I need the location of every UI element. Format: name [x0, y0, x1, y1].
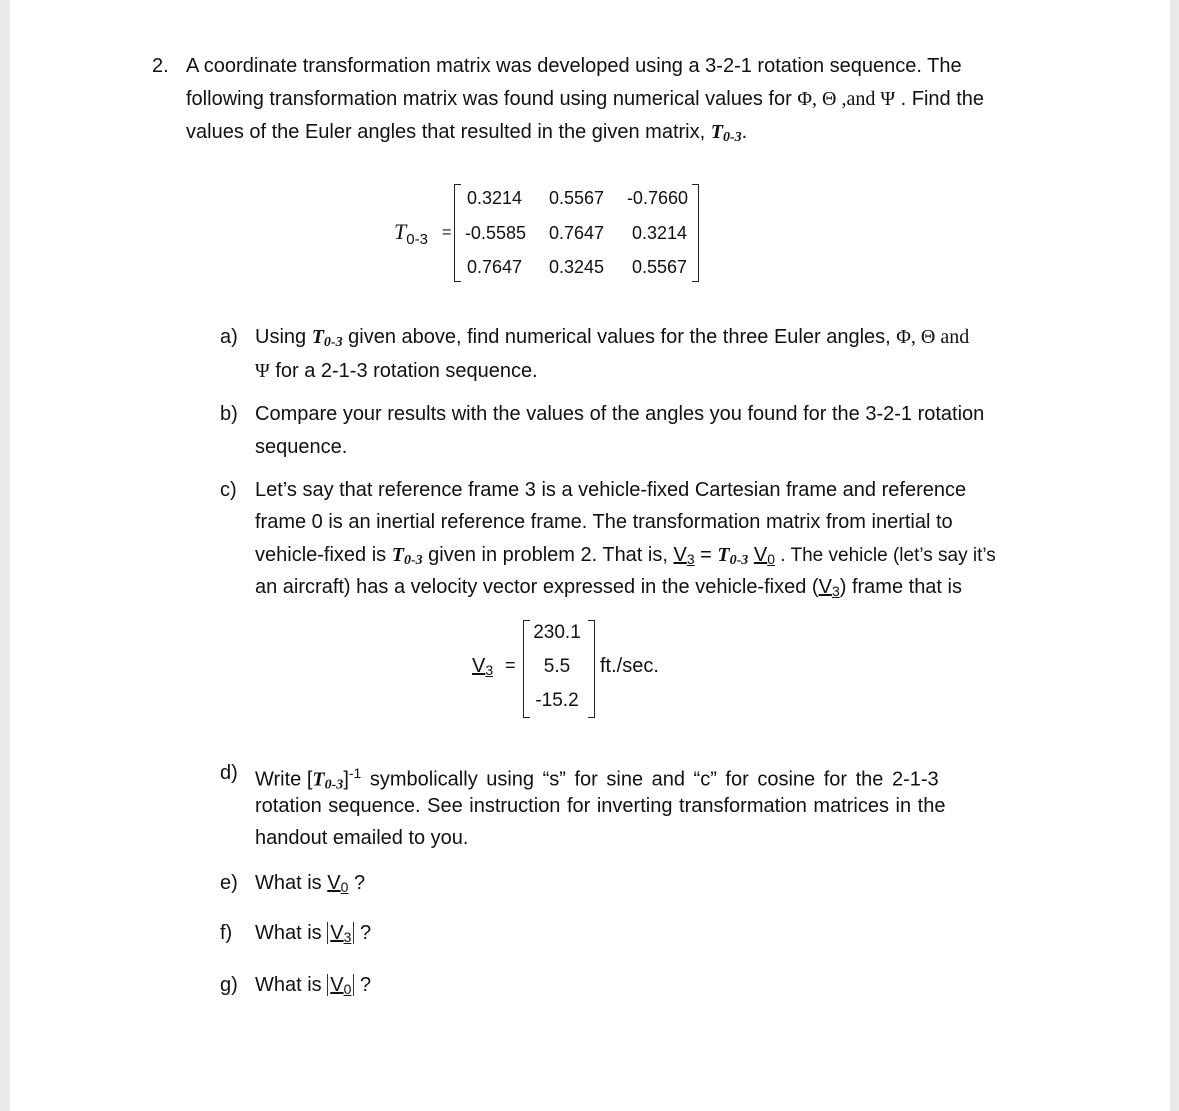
magnitude-bars: $V_3$	[327, 922, 354, 944]
part-c-line-2: frame 0 is an inertial reference frame. The transformation matrix from inertial to	[255, 511, 953, 533]
part-b-label: b)	[220, 403, 238, 425]
problem-number: 2.	[152, 55, 169, 77]
matrix-label: $T_{0-3}$	[394, 219, 428, 248]
part-c-label: c)	[220, 479, 237, 501]
vector-label: $V_3$	[472, 655, 494, 678]
vector-cell: 5.5	[543, 656, 571, 677]
part-c-line-3: vehicle-fixed is $T_{0-3}$ given in problem 2. That is, $V_3 = T_{0-3}$ $V_0$ . The vehicle (let’s say it’s	[255, 544, 996, 568]
part-a-label: a)	[220, 326, 238, 348]
part-d-line-3: handout emailed to you.	[255, 827, 469, 849]
matrix-cell: 0.3214	[466, 188, 522, 208]
part-e-label: e)	[220, 872, 238, 894]
matrix-cell: 0.3245	[548, 257, 604, 277]
problem-line-2: following transformation matrix was found using numerical values for Φ, Θ ,and Ψ . Find the	[186, 88, 985, 110]
part-d-line-1: Write $[T_{0-3}]^{-1}$ symbolically using “s” for sine and “c” for cosine for the 2-1-3	[255, 765, 939, 793]
part-a-line-2: Ψ for a 2-1-3 rotation sequence.	[255, 360, 538, 382]
part-f-label: f)	[220, 922, 233, 944]
matrix-cell: 0.5567	[631, 257, 687, 277]
part-c-line-1: Let’s say that reference frame 3 is a vehicle-fixed Cartesian frame and reference	[255, 479, 967, 501]
part-d-line-2: rotation sequence. See instruction for inverting transformation matrices in the	[255, 795, 946, 817]
part-g-text: What is $V_0$ ?	[255, 974, 372, 997]
vector-right-bracket	[588, 620, 595, 718]
vector-cell: -15.2	[535, 690, 579, 711]
matrix-cell: -0.7660	[626, 188, 688, 208]
part-g-label: g)	[220, 974, 238, 996]
matrix-cell: 0.7647	[466, 257, 522, 277]
matrix-cell: 0.3214	[631, 223, 687, 243]
vector-equals: =	[505, 655, 516, 675]
part-b-line-2: sequence.	[255, 436, 348, 458]
part-b-line-1: Compare your results with the values of the angles you found for the 3-2-1 rotation	[255, 403, 985, 425]
euler-angle-symbols: Φ, Θ ,and Ψ	[797, 88, 896, 110]
document-page	[10, 0, 1170, 1111]
matrix-cell: 0.5567	[548, 188, 604, 208]
matrix-equals: =	[442, 224, 452, 241]
problem-line-1: A coordinate transformation matrix was developed using a 3-2-1 rotation sequence. The	[186, 55, 962, 77]
matrix-cell: 0.7647	[548, 223, 604, 243]
part-c-line-4: an aircraft) has a velocity vector expressed in the vehicle-fixed $(V_3)$ frame that is	[255, 576, 962, 599]
matrix-right-bracket	[692, 184, 699, 282]
magnitude-bars: $V_0$	[327, 974, 354, 996]
matrix-cell: -0.5585	[464, 223, 526, 243]
vector-units: ft./sec.	[600, 655, 659, 677]
vector-cell: 230.1	[533, 622, 581, 643]
part-a-line-1: Using $T_{0-3}$ given above, find numerical values for the three Euler angles, Φ, Θ and	[255, 326, 970, 350]
problem-line-3: values of the Euler angles that resulted in the given matrix, $T_{0-3}$.	[186, 121, 748, 145]
part-d-label: d)	[220, 762, 238, 784]
part-f-text: What is $V_3$ ?	[255, 922, 372, 945]
part-e-text: What is $V_0$ ?	[255, 872, 366, 895]
